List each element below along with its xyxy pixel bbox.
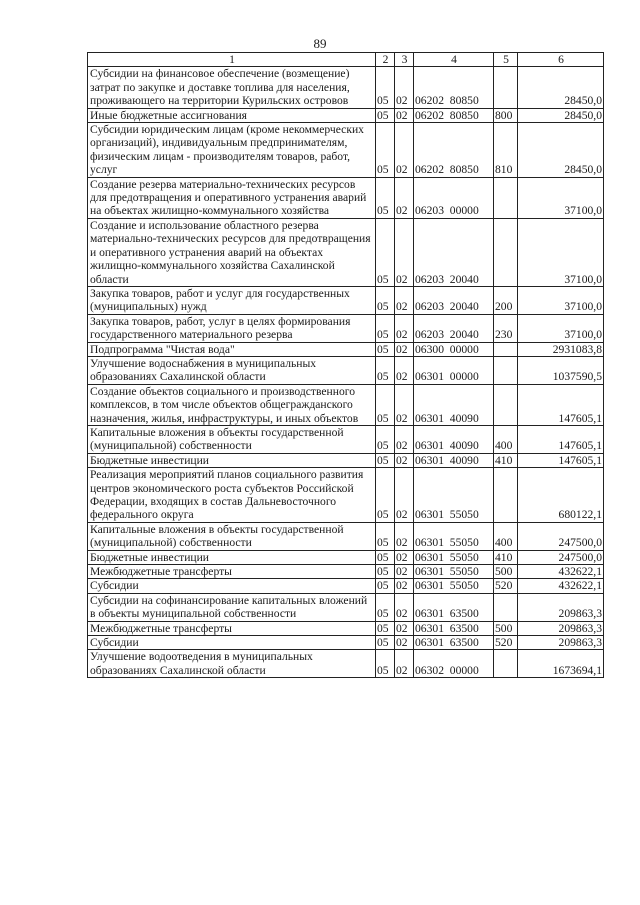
page-number: 89 — [313, 36, 327, 51]
row-name: Бюджетные инвестиции — [88, 550, 376, 564]
row-name: Субсидии юридическим лицам (кроме некоммерческих организаций), индивидуальным предпринимателям, физическим лицам - производителям товаров, работ, услуг — [88, 123, 376, 178]
row-name: Субсидии — [88, 636, 376, 650]
row-expense-type — [494, 177, 518, 218]
row-section: 05 — [376, 384, 395, 425]
row-target-item: 06203 20040 — [414, 286, 494, 314]
row-subsection: 02 — [395, 342, 414, 356]
row-expense-type: 400 — [494, 522, 518, 550]
row-name: Закупка товаров, работ и услуг для государственных (муниципальных) нужд — [88, 286, 376, 314]
row-expense-type: 230 — [494, 314, 518, 342]
row-section: 05 — [376, 123, 395, 178]
row-amount: 147605,1 — [518, 425, 604, 453]
row-expense-type — [494, 593, 518, 621]
row-name: Капитальные вложения в объекты государственной (муниципальной) собственности — [88, 522, 376, 550]
row-expense-type — [494, 218, 518, 286]
row-subsection: 02 — [395, 579, 414, 593]
row-expense-type: 520 — [494, 579, 518, 593]
row-amount: 209863,3 — [518, 593, 604, 621]
table-row — [88, 123, 604, 178]
row-section: 05 — [376, 579, 395, 593]
row-target-item: 06301 55050 — [414, 579, 494, 593]
table-body — [88, 67, 604, 678]
row-subsection: 02 — [395, 218, 414, 286]
row-expense-type: 800 — [494, 108, 518, 122]
table-row — [88, 579, 604, 593]
table-row — [88, 453, 604, 467]
budget-table — [87, 52, 604, 678]
row-amount: 37100,0 — [518, 314, 604, 342]
row-amount: 28450,0 — [518, 67, 604, 108]
row-section: 05 — [376, 218, 395, 286]
row-subsection: 02 — [395, 123, 414, 178]
row-target-item: 06203 20040 — [414, 218, 494, 286]
table-row — [88, 384, 604, 425]
table-row — [88, 342, 604, 356]
table-row — [88, 621, 604, 635]
row-amount: 1037590,5 — [518, 356, 604, 384]
row-target-item: 06202 80850 — [414, 123, 494, 178]
row-name: Подпрограмма "Чистая вода" — [88, 342, 376, 356]
row-section: 05 — [376, 650, 395, 678]
row-target-item: 06301 40090 — [414, 453, 494, 467]
row-section: 05 — [376, 593, 395, 621]
table-row — [88, 314, 604, 342]
row-expense-type: 520 — [494, 636, 518, 650]
table-row — [88, 67, 604, 108]
row-expense-type — [494, 356, 518, 384]
row-subsection: 02 — [395, 177, 414, 218]
row-name: Субсидии на финансовое обеспечение (возмещение) затрат по закупке и доставке топлива для населения, проживающего на территории Курильских островов — [88, 67, 376, 108]
row-section: 05 — [376, 342, 395, 356]
row-target-item: 06301 55050 — [414, 522, 494, 550]
table-row — [88, 565, 604, 579]
row-name: Улучшение водоотведения в муниципальных образованиях Сахалинской области — [88, 650, 376, 678]
row-target-item: 06301 00000 — [414, 356, 494, 384]
row-name: Создание объектов социального и производственного комплексов, в том числе объектов общегражданского назначения, жилья, инфраструктуры, и иных объектов — [88, 384, 376, 425]
row-subsection: 02 — [395, 356, 414, 384]
table-row — [88, 650, 604, 678]
table-row — [88, 593, 604, 621]
row-target-item: 06301 55050 — [414, 565, 494, 579]
row-subsection: 02 — [395, 650, 414, 678]
row-subsection: 02 — [395, 522, 414, 550]
row-section: 05 — [376, 522, 395, 550]
row-section: 05 — [376, 314, 395, 342]
row-target-item: 06302 00000 — [414, 650, 494, 678]
table-row — [88, 468, 604, 523]
row-name: Иные бюджетные ассигнования — [88, 108, 376, 122]
row-section: 05 — [376, 565, 395, 579]
column-number-row — [88, 53, 604, 67]
row-target-item: 06203 00000 — [414, 177, 494, 218]
row-subsection: 02 — [395, 67, 414, 108]
row-section: 05 — [376, 67, 395, 108]
row-section: 05 — [376, 621, 395, 635]
row-name: Бюджетные инвестиции — [88, 453, 376, 467]
row-amount: 247500,0 — [518, 550, 604, 564]
column-header-target-item: 4 — [414, 53, 494, 67]
row-section: 05 — [376, 286, 395, 314]
table-row — [88, 286, 604, 314]
row-section: 05 — [376, 453, 395, 467]
row-name: Создание и использование областного резерва материально-технических ресурсов для предотвращения и оперативного устранения аварий на объектах жилищно-коммунального хозяйства Сахалинской области — [88, 218, 376, 286]
row-name: Субсидии — [88, 579, 376, 593]
row-section: 05 — [376, 468, 395, 523]
row-subsection: 02 — [395, 593, 414, 621]
row-amount: 147605,1 — [518, 453, 604, 467]
row-subsection: 02 — [395, 286, 414, 314]
row-amount: 2931083,8 — [518, 342, 604, 356]
row-name: Капитальные вложения в объекты государственной (муниципальной) собственности — [88, 425, 376, 453]
row-subsection: 02 — [395, 108, 414, 122]
row-amount: 37100,0 — [518, 177, 604, 218]
row-target-item: 06203 20040 — [414, 314, 494, 342]
row-expense-type — [494, 650, 518, 678]
row-section: 05 — [376, 425, 395, 453]
row-target-item: 06301 63500 — [414, 593, 494, 621]
row-section: 05 — [376, 636, 395, 650]
row-amount: 28450,0 — [518, 123, 604, 178]
column-header-section: 2 — [376, 53, 395, 67]
row-amount: 680122,1 — [518, 468, 604, 523]
row-target-item: 06202 80850 — [414, 67, 494, 108]
row-amount: 37100,0 — [518, 286, 604, 314]
row-name: Межбюджетные трансферты — [88, 621, 376, 635]
row-subsection: 02 — [395, 453, 414, 467]
table-row — [88, 108, 604, 122]
row-expense-type — [494, 468, 518, 523]
row-target-item: 06301 40090 — [414, 425, 494, 453]
table-row — [88, 522, 604, 550]
row-section: 05 — [376, 356, 395, 384]
row-expense-type: 400 — [494, 425, 518, 453]
row-target-item: 06301 40090 — [414, 384, 494, 425]
row-name: Закупка товаров, работ, услуг в целях формирования государственного материального резерва — [88, 314, 376, 342]
column-header-subsection: 3 — [395, 53, 414, 67]
row-expense-type: 810 — [494, 123, 518, 178]
row-expense-type: 200 — [494, 286, 518, 314]
row-expense-type: 500 — [494, 621, 518, 635]
table-row — [88, 636, 604, 650]
row-section: 05 — [376, 177, 395, 218]
row-name: Создание резерва материально-технических ресурсов для предотвращения и оперативного устранения аварий на объектах жилищно-коммунального хозяйства — [88, 177, 376, 218]
row-name: Субсидии на софинансирование капитальных вложений в объекты муниципальной собственности — [88, 593, 376, 621]
row-section: 05 — [376, 108, 395, 122]
row-name: Межбюджетные трансферты — [88, 565, 376, 579]
row-target-item: 06300 00000 — [414, 342, 494, 356]
row-expense-type: 500 — [494, 565, 518, 579]
row-amount: 147605,1 — [518, 384, 604, 425]
row-subsection: 02 — [395, 384, 414, 425]
column-header-amount: 6 — [518, 53, 604, 67]
table-row — [88, 177, 604, 218]
row-section: 05 — [376, 550, 395, 564]
row-amount: 209863,3 — [518, 636, 604, 650]
row-expense-type — [494, 384, 518, 425]
row-target-item: 06301 55050 — [414, 468, 494, 523]
row-target-item: 06301 63500 — [414, 636, 494, 650]
row-expense-type: 410 — [494, 550, 518, 564]
table-row — [88, 356, 604, 384]
row-amount: 247500,0 — [518, 522, 604, 550]
column-header-name: 1 — [88, 53, 376, 67]
row-expense-type: 410 — [494, 453, 518, 467]
row-amount: 432622,1 — [518, 579, 604, 593]
row-name: Реализация мероприятий планов социального развития центров экономического роста субъектов Российской Федерации, входящих в состав Дальневосточного федерального округа — [88, 468, 376, 523]
row-amount: 209863,3 — [518, 621, 604, 635]
row-target-item: 06301 55050 — [414, 550, 494, 564]
row-target-item: 06301 63500 — [414, 621, 494, 635]
table-row — [88, 425, 604, 453]
row-subsection: 02 — [395, 565, 414, 579]
row-amount: 1673694,1 — [518, 650, 604, 678]
row-subsection: 02 — [395, 314, 414, 342]
row-name: Улучшение водоснабжения в муниципальных образованиях Сахалинской области — [88, 356, 376, 384]
table-row — [88, 550, 604, 564]
row-target-item: 06202 80850 — [414, 108, 494, 122]
row-amount: 28450,0 — [518, 108, 604, 122]
row-amount: 432622,1 — [518, 565, 604, 579]
row-subsection: 02 — [395, 550, 414, 564]
row-subsection: 02 — [395, 636, 414, 650]
row-expense-type — [494, 342, 518, 356]
row-subsection: 02 — [395, 621, 414, 635]
row-expense-type — [494, 67, 518, 108]
row-subsection: 02 — [395, 425, 414, 453]
row-subsection: 02 — [395, 468, 414, 523]
row-amount: 37100,0 — [518, 218, 604, 286]
table-row — [88, 218, 604, 286]
column-header-expense-type: 5 — [494, 53, 518, 67]
